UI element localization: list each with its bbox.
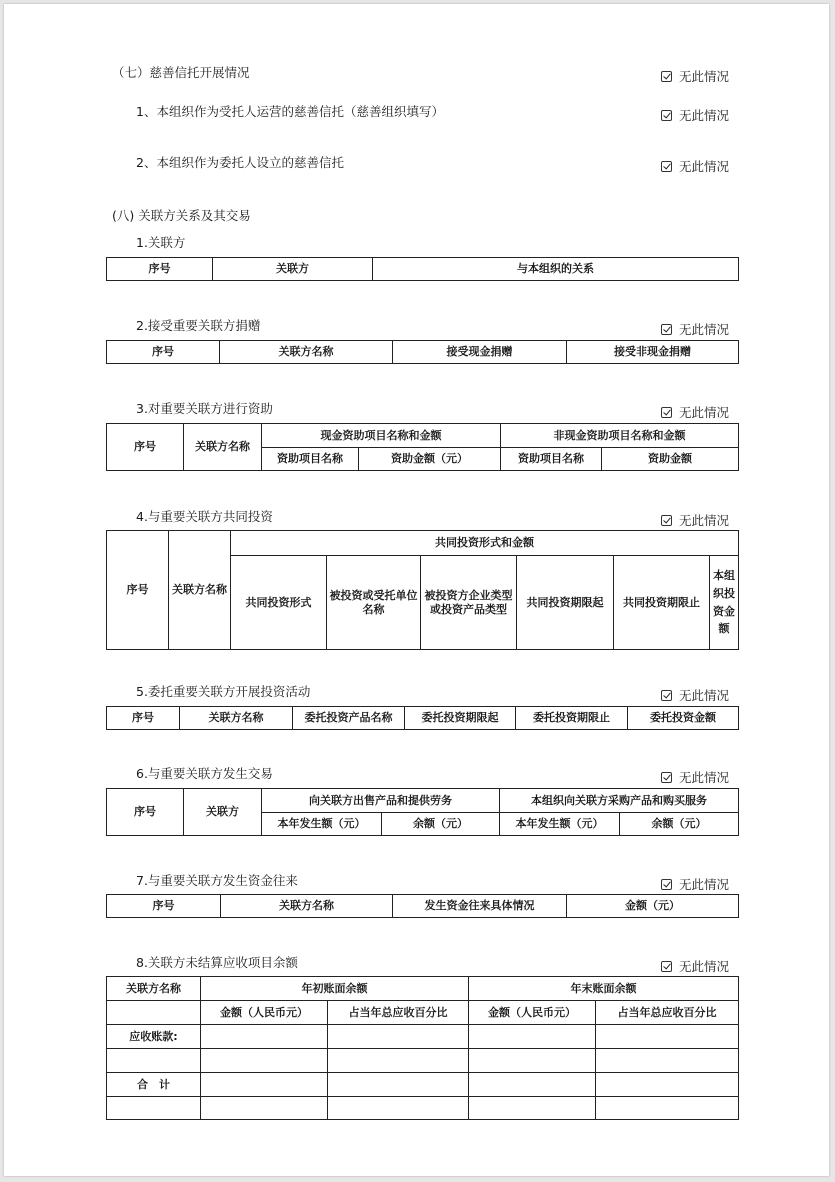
col-header: 序号 [107,895,221,918]
receivables-table [106,976,739,1120]
section-7-title: （七）慈善信托开展情况 [112,65,250,80]
table-7-title: 7.与重要关联方发生资金往来 [136,873,298,888]
col-header: 本年发生额（元） [262,813,382,836]
section-7-item-1: 1、本组织作为受托人运营的慈善信托（慈善组织填写） [136,104,444,119]
joint-investment-table [106,530,739,650]
no-such-case-7: 无此情况 [661,67,729,85]
col-header: 序号 [107,341,220,364]
table-8-title: 8.关联方未结算应收项目余额 [136,955,298,970]
table-2-title: 2.接受重要关联方捐赠 [136,318,261,333]
col-header: 余额（元） [382,813,500,836]
related-parties-table [106,257,739,281]
checkbox-checked-icon [661,961,672,972]
col-header: 被投资或受托单位名称 [327,556,421,650]
no-such-case-5: 无此情况 [661,686,729,704]
empty-cell [107,1001,201,1025]
col-header: 金额（元） [567,895,739,918]
col-header: 资助金额 [602,448,739,471]
funding-table [106,423,739,471]
col-header: 序号 [107,707,180,730]
col-header: 接受非现金捐赠 [567,341,739,364]
col-header: 本年发生额（元） [500,813,620,836]
no-such-case-7-1: 无此情况 [661,106,729,124]
col-header: 关联方 [184,789,262,836]
col-header: 关联方名称 [180,707,293,730]
col-header: 向关联方出售产品和提供劳务 [262,789,500,813]
col-header: 委托投资金额 [628,707,739,730]
section-7-item-2: 2、本组织作为委托人设立的慈善信托 [136,155,344,170]
col-header: 现金资助项目名称和金额 [262,424,501,448]
checkbox-checked-icon [661,879,672,890]
col-header: 关联方名称 [221,895,393,918]
col-header: 占当年总应收百分比 [328,1001,469,1025]
col-header: 金额（人民币元） [469,1001,596,1025]
col-header: 共同投资形式和金额 [231,531,739,556]
col-header: 年初账面余额 [201,977,469,1001]
table-row [107,1049,739,1073]
no-such-case-6: 无此情况 [661,768,729,786]
transactions-table [106,788,739,836]
col-header: 关联方名称 [220,341,393,364]
checkbox-checked-icon [661,515,672,526]
col-header: 被投资方企业类型或投资产品类型 [421,556,517,650]
col-header: 序号 [107,531,169,650]
no-such-case-2: 无此情况 [661,320,729,338]
checkbox-checked-icon [661,71,672,82]
col-header: 发生资金往来具体情况 [393,895,567,918]
col-header: 委托投资期限起 [405,707,516,730]
col-header: 共同投资形式 [231,556,327,650]
col-header: 本组织投资金额 [710,556,739,650]
col-header: 资助项目名称 [262,448,359,471]
table-row [107,1073,739,1097]
col-header: 资助项目名称 [501,448,602,471]
col-header: 年末账面余额 [469,977,739,1001]
donations-table [106,340,739,364]
row-label-receivable: 应收账款: [107,1025,201,1049]
table-3-title: 3.对重要关联方进行资助 [136,401,273,416]
col-header: 接受现金捐赠 [393,341,567,364]
col-header: 非现金资助项目名称和金额 [501,424,739,448]
col-header: 余额（元） [620,813,739,836]
no-such-case-7-2: 无此情况 [661,157,729,175]
table-row [107,1097,739,1120]
col-header: 关联方 [213,258,373,281]
col-header: 共同投资期限起 [517,556,614,650]
col-header: 共同投资期限止 [614,556,710,650]
table-row [107,1025,739,1049]
col-header: 与本组织的关系 [373,258,739,281]
col-header: 委托投资产品名称 [293,707,405,730]
col-header: 资助金额（元） [359,448,501,471]
col-header: 关联方名称 [107,977,201,1001]
col-header: 关联方名称 [184,424,262,471]
col-header: 金额（人民币元） [201,1001,328,1025]
section-8-title: (八) 关联方关系及其交易 [112,208,251,223]
col-header: 占当年总应收百分比 [596,1001,739,1025]
table-5-title: 5.委托重要关联方开展投资活动 [136,684,311,699]
no-such-case-3: 无此情况 [661,403,729,421]
checkbox-checked-icon [661,161,672,172]
checkbox-checked-icon [661,407,672,418]
table-1-title: 1.关联方 [136,235,186,250]
table-6-title: 6.与重要关联方发生交易 [136,766,273,781]
fund-flow-table [106,894,739,918]
col-header: 委托投资期限止 [516,707,628,730]
table-4-title: 4.与重要关联方共同投资 [136,509,273,524]
col-header: 本组织向关联方采购产品和购买服务 [500,789,739,813]
col-header: 序号 [107,789,184,836]
checkbox-checked-icon [661,324,672,335]
checkbox-checked-icon [661,110,672,121]
no-such-case-7b: 无此情况 [661,875,729,893]
row-label-total: 合 计 [107,1073,201,1097]
checkbox-checked-icon [661,772,672,783]
col-header: 关联方名称 [169,531,231,650]
no-such-case-8: 无此情况 [661,957,729,975]
checkbox-checked-icon [661,690,672,701]
entrusted-investment-table [106,706,739,730]
no-such-case-4: 无此情况 [661,511,729,529]
col-header: 序号 [107,424,184,471]
col-header: 序号 [107,258,213,281]
